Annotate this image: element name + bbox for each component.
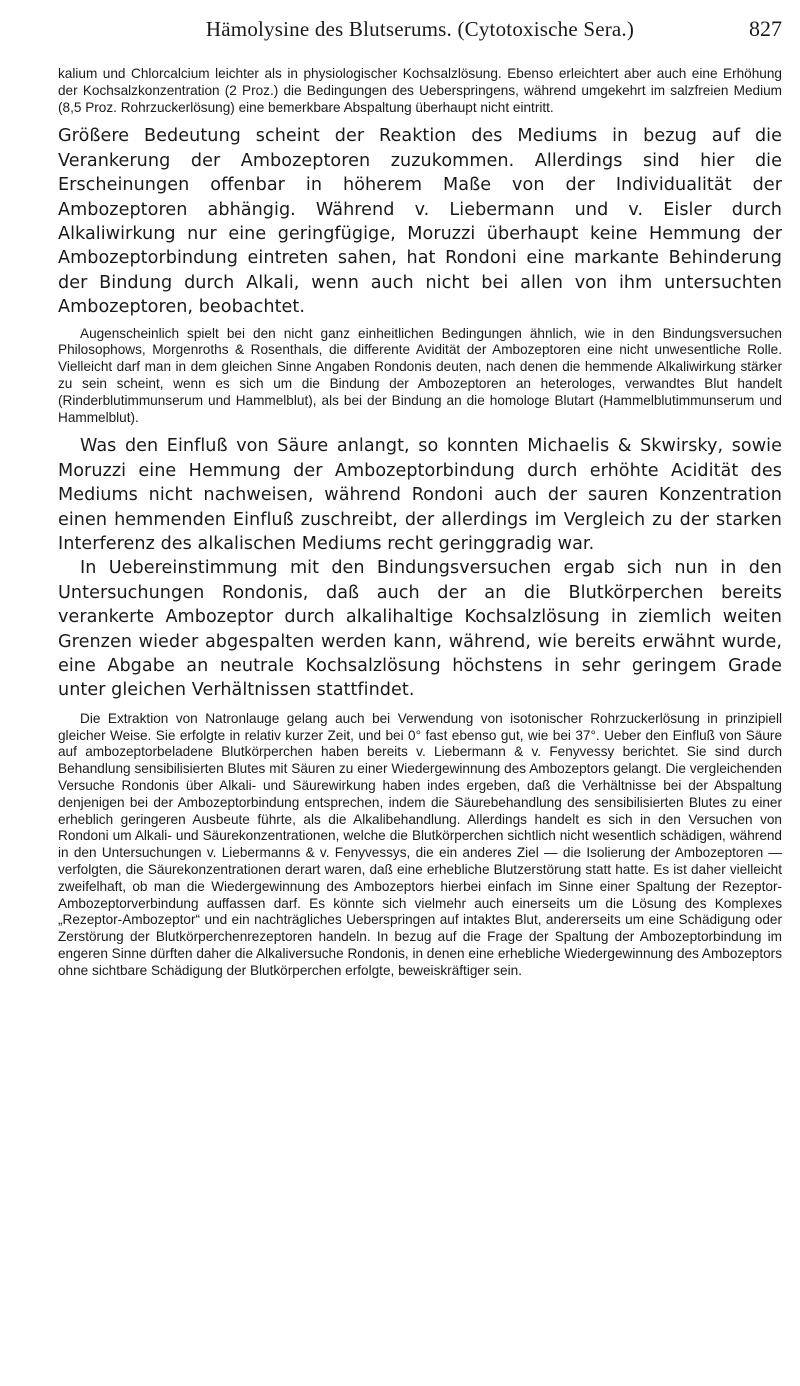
paragraph-large-1: Größere Bedeutung scheint der Reaktion des Mediums in bezug auf die Verankerung der Ambozeptoren zuzukommen. Allerdings sind hier die Erscheinungen offenbar in höherem Maße von der Individualität der Ambozeptoren abhängig. Während v. Liebermann und v. Eisler durch Alkaliwirkung nur eine geringfügige, Moruzzi überhaupt keine Hemmung der Ambozeptorbindung eintreten sahen, hat Rondoni eine markante Behinderung der Bindung durch Alkali, wenn auch nicht bei allen von ihm untersuchten Ambozeptoren, beobachtet. [58, 126, 782, 318]
paragraph-large-3: In Uebereinstimmung mit den Bindungsversuchen ergab sich nun in den Untersuchungen Rondonis, daß auch der an die Blutkörperchen bereits verankerte Ambozeptor durch alkalihaltige Kochsalzlösung in ziemlich weiten Grenzen wieder abgespalten werden kann, während, wie bereits erwähnt wurde, eine Abgabe an neutrale Kochsalzlösung höchstens in sehr geringem Grade unter gleichen Verhältnissen stattfindet. [58, 558, 782, 701]
running-header [58, 14, 782, 44]
page-number: 827 [749, 16, 782, 41]
paragraph-small-1: kalium und Chlorcalcium leichter als in physiologischer Kochsalzlösung. Ebenso erleichtert aber auch eine Erhöhung der Kochsalzkonzentration (2 Proz.) die Bedingungen des Ueberspringens, während umgekehrt im salzfreien Medium (8,5 Proz. Rohrzuckerlösung) eine bemerkbare Abspaltung überhaupt nicht eintritt. [58, 66, 782, 115]
paragraph-small-3: Die Extraktion von Natronlauge gelang auch bei Verwendung von isotonischer Rohrzuckerlösung in prinzipiell gleicher Weise. Sie erfolgte in relativ kurzer Zeit, und bei 0° fast ebenso gut, wie bei 37°. Ueber den Einfluß von Säure auf ambozeptorbeladene Blutkörperchen haben bereits v. Liebermann & v. Fenyvessy berichtet. Sie sind durch Behandlung sensibilisierten Blutes mit Säuren zu einer Wiedergewinnung des Ambozeptors gelangt. Die vergleichenden Versuche Rondonis über Alkali- und Säurewirkung haben indes ergeben, daß die Verhältnisse bei der Abspaltung denjenigen bei der Ambozeptorbindung entsprechen, indem die Säurebehandlung des sensibilisierten Blutes zu einer erheblich geringeren Ausbeute führte, als die Alkalibehandlung. Allerdings handelt es sich in den Versuchen von Rondoni um Alkali- und Säurekonzentrationen, welche die Blutkörperchen sichtlich nicht wesentlich schädigen, während in den Untersuchungen v. Liebermanns & v. Fenyvessys, die ein anderes Ziel — die Isolierung der Ambozeptoren — verfolgten, die Säurekonzentrationen derart waren, daß eine erhebliche Blutzerstörung statt hatte. Es ist daher vielleicht zweifelhaft, ob man die Wiedergewinnung des Ambozeptors hierbei einfach im Sinne einer Spaltung der Rezeptor-Ambozeptorverbindung auffassen darf. Es könnte sich vielmehr auch einerseits um die Lösung des Komplexes „Rezeptor-Ambozeptor“ und ein nachträgliches Ueberspringen auf intaktes Blut, andererseits um eine Schädigung oder Zerstörung der Blutkörperchenrezeptoren handeln. In bezug auf die Frage der Spaltung der Ambozeptorbindung im engeren Sinne dürften daher die Alkaliversuche Rondonis, in denen eine erhebliche Wiedergewinnung des Ambozeptors ohne sichtbare Schädigung der Blutkörperchen erfolgte, beweiskräftiger sein. [58, 710, 782, 978]
body-text [58, 66, 782, 980]
paragraph-large-2: Was den Einfluß von Säure anlangt, so konnten Michaelis & Skwirsky, sowie Moruzzi eine Hemmung der Ambozeptorbindung durch erhöhte Acidität des Mediums nicht nachweisen, während Rondoni auch der sauren Konzentration einen hemmenden Einfluß zuschreibt, der allerdings im Vergleich zu der starken Interferenz des alkalischen Mediums recht geringgradig war. [58, 436, 782, 555]
paragraph-small-2: Augenscheinlich spielt bei den nicht ganz einheitlichen Bedingungen ähnlich, wie in den Bindungsversuchen Philosophows, Morgenroths & Rosenthals, die differente Avidität der Ambozeptoren eine nicht unwesentliche Rolle. Vielleicht darf man in dem gleichen Sinne Angaben Rondonis deuten, nach denen die hemmende Alkaliwirkung stärker zu sein scheint, wenn es sich um die Bindung der Ambozeptoren an heterologes, verwandtes Blut handelt (Rinderblutimmunserum und Hammelblut), als bei der Bindung an die homologe Blutart (Hammelblutimmunserum und Hammelblut). [58, 325, 782, 425]
running-title: Hämolysine des Blutserums. (Cytotoxische Sera.) [205, 17, 635, 41]
